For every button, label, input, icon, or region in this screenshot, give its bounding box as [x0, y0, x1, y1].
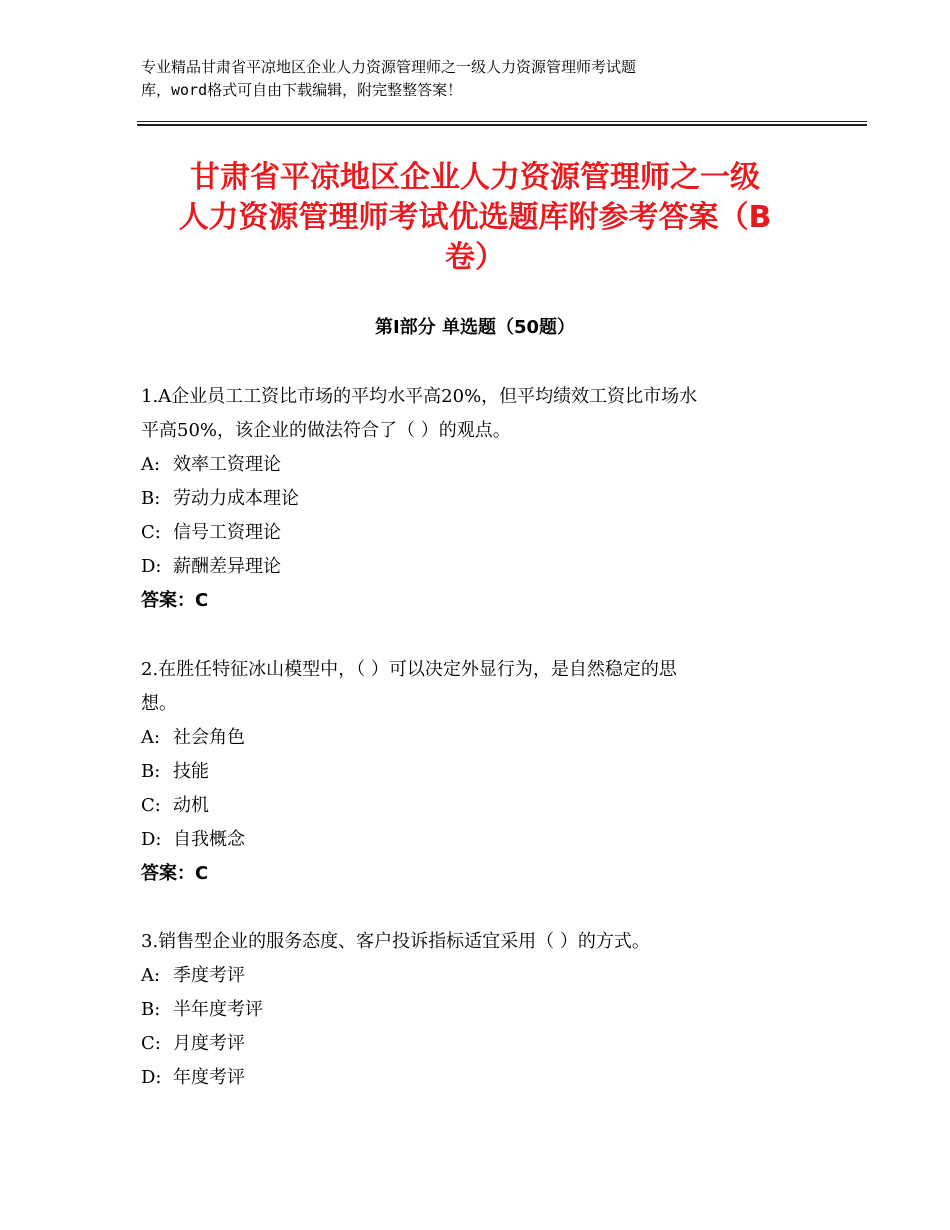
option-key: D:: [141, 556, 162, 577]
header-note: [141, 56, 841, 102]
document-title-line-3: 卷）: [445, 240, 505, 275]
header-rule-thick: [137, 124, 867, 126]
answer: 答案：C: [141, 590, 209, 611]
option-key: D:: [141, 829, 162, 850]
question-stem-line-1: 2.在胜任特征冰山模型中，（ ）可以决定外显行为，是自然稳定的思: [141, 659, 677, 680]
header-rule-thin: [137, 121, 867, 122]
question-stem-line-2: 平高50%，该企业的做法符合了（ ）的观点。: [141, 420, 511, 441]
option-key: B:: [141, 999, 161, 1020]
option-text: 半年度考评: [173, 999, 263, 1020]
option-key: B:: [141, 488, 161, 509]
option-text: 信号工资理论: [173, 522, 281, 543]
question-stem-line-1: 3.销售型企业的服务态度、客户投诉指标适宜采用（ ）的方式。: [141, 931, 650, 952]
question-stem-line-1: 1.A企业员工工资比市场的平均水平高20%，但平均绩效工资比市场水: [141, 386, 698, 407]
option-text: 社会角色: [173, 727, 245, 748]
option-key: C:: [141, 1033, 161, 1054]
document-title-line-1: 甘肃省平凉地区企业人力资源管理师之一级: [190, 160, 760, 195]
option-b: [141, 993, 821, 1027]
option-a: [141, 721, 821, 755]
option-text: 技能: [173, 761, 209, 782]
option-key: A:: [141, 965, 161, 986]
header-note-line-1: 专业精品甘肃省平凉地区企业人力资源管理师之一级人力资源管理师考试题: [141, 58, 637, 76]
option-key: C:: [141, 522, 161, 543]
option-a: [141, 959, 821, 993]
option-d: [141, 550, 821, 584]
option-key: D:: [141, 1067, 162, 1088]
option-text: 年度考评: [173, 1067, 245, 1088]
option-text: 月度考评: [173, 1033, 245, 1054]
option-a: [141, 448, 821, 482]
option-b: [141, 755, 821, 789]
option-key: A:: [141, 727, 161, 748]
document-title-line-2: 人力资源管理师考试优选题库附参考答案（B: [178, 200, 772, 235]
option-d: [141, 1061, 821, 1095]
option-text: 动机: [173, 795, 209, 816]
question-2: [141, 653, 821, 891]
question-3: [141, 925, 821, 1095]
header-note-line-2: 库，word格式可自由下载编辑，附完整整答案！: [141, 81, 463, 99]
option-text: 劳动力成本理论: [173, 488, 299, 509]
option-text: 薪酬差异理论: [173, 556, 281, 577]
question-stem: [141, 380, 821, 448]
option-text: 自我概念: [173, 829, 245, 850]
question-stem: [141, 653, 821, 721]
question-1: [141, 380, 821, 618]
option-c: [141, 516, 821, 550]
option-c: [141, 789, 821, 823]
option-d: [141, 823, 821, 857]
question-stem: [141, 925, 821, 959]
question-stem-line-2: 想。: [141, 693, 177, 714]
option-key: B:: [141, 761, 161, 782]
section-title: 第Ⅰ部分 单选题（50题）: [374, 317, 575, 338]
option-text: 效率工资理论: [173, 454, 281, 475]
option-key: C:: [141, 795, 161, 816]
option-c: [141, 1027, 821, 1061]
option-text: 季度考评: [173, 965, 245, 986]
option-key: A:: [141, 454, 161, 475]
document-title: [110, 158, 840, 278]
answer: 答案：C: [141, 863, 209, 884]
option-b: [141, 482, 821, 516]
